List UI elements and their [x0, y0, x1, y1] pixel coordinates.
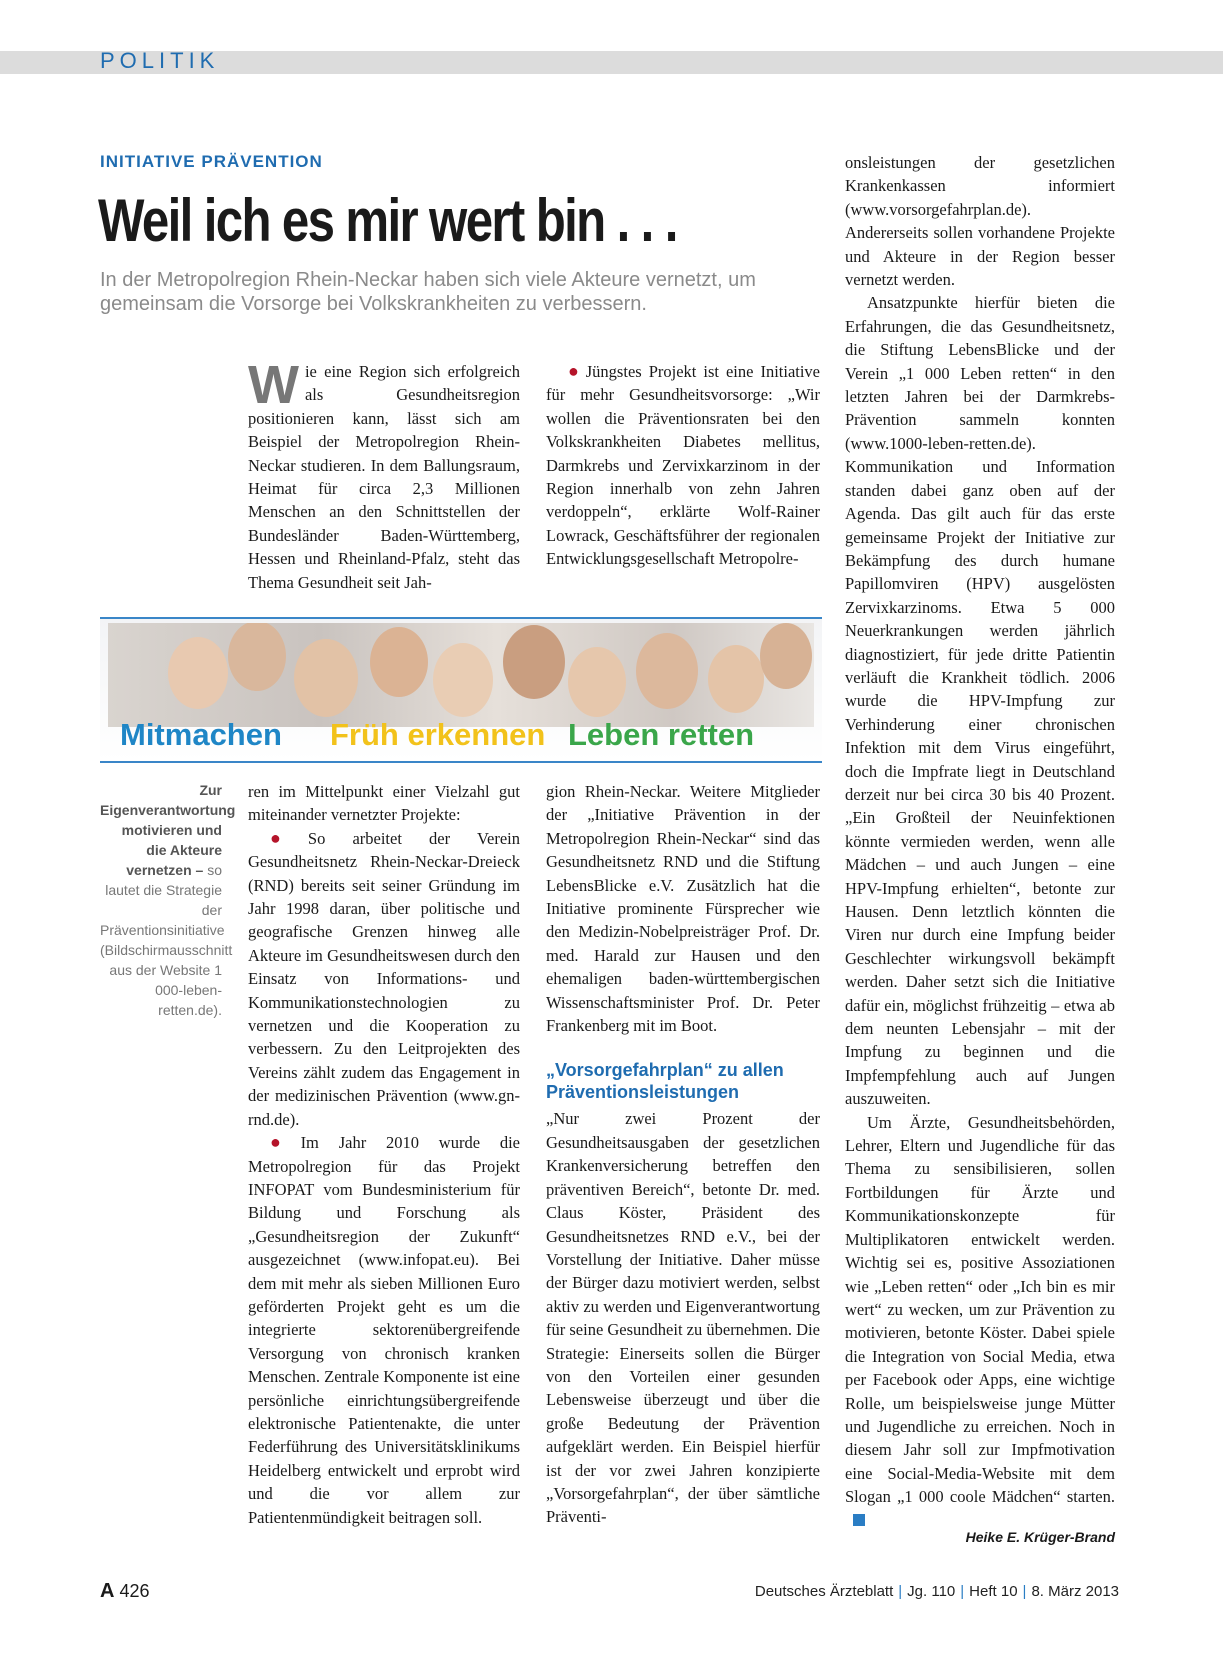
column-1-bottom — [248, 780, 520, 1529]
bullet-icon: ● — [270, 827, 304, 848]
col3-paragraph-1: onsleistungen der gesetzlichen Krankenkassen informiert (www.vorsorgefahrplan.de). Andererseits sollen vorhandene Projekte und Akteure in der Region besser vernetzt werden. — [845, 153, 1115, 290]
end-mark-icon — [853, 1514, 865, 1526]
section-label: POLITIK — [100, 48, 220, 73]
column-2-bottom — [546, 780, 820, 1529]
separator: | — [960, 1583, 965, 1600]
journal-date: 8. März 2013 — [1031, 1583, 1119, 1600]
page-number — [100, 1580, 150, 1603]
journal-info — [755, 1583, 1119, 1600]
page-prefix: A — [100, 1580, 115, 1602]
slogan-leben-retten: Leben retten — [568, 717, 755, 752]
bullet-icon: ● — [568, 361, 582, 381]
journal-name: Deutsches Ärzteblatt — [754, 1583, 894, 1600]
column-3 — [845, 151, 1115, 1532]
col1-paragraph: ren im Mittelpunkt einer Vielzahl gut miteinander vernetzter Projekte: — [248, 782, 520, 825]
caption-text: so lautet die Strategie der Präventionsinitiative (Bildschirmausschnitt aus der Website 1 000-leben-retten.de). — [100, 862, 233, 1018]
column-1-top — [248, 355, 520, 594]
article-kicker: INITIATIVE PRÄVENTION — [100, 152, 323, 171]
caption-lead: Zur Eigenverantwortung motivieren und die Akteure vernetzen – — [100, 782, 236, 878]
col2-paragraph-2: „Nur zwei Prozent der Gesundheitsausgaben der gesetzlichen Krankenversicherung betreffen den präventiven Bereich“, betonte Dr. med. Claus Köster, Präsident des Gesundheitsnetzes RND e.V., bei der Vorstellung der Initiative. Daher müsse der Bürger dazu motiviert werden, selbst aktiv zu werden und Eigenverantwortung für seine Gesundheit zu übernehmen. Die Strategie: Einerseits sollen die Bürger von den Vorteilen einer gesunden Lebensweise überzeugt und über die große Bedeutung der Prävention aufgeklärt werden. Ein Beispiel hierfür ist der vor zwei Jahren konzipierte „Vorsorgefahrplan“, der über sämtliche Präventi- — [546, 1109, 820, 1527]
separator: | — [1022, 1583, 1027, 1600]
campaign-banner — [100, 617, 822, 763]
subheading: „Vorsorgefahrplan“ zu allen Präventionsleistungen — [546, 1060, 784, 1103]
bullet-infopat: Im Jahr 2010 wurde die Metropolregion für das Projekt INFOPAT vom Bundesministerium für Bildung und Forschung als „Gesundheitsregion der Zukunft“ ausgezeichnet (www.infopat.eu). Bei dem mit mehr als sieben Millionen Euro geförderten Projekt geht es um die integrierte sektorenübergreifende Versorgung von chronisch kranken Menschen. Zentrale Komponente ist eine persönliche einrichtungsübergreifende elektronische Patientenakte, die unter Federführung des Universitätsklinikums Heidelberg entwickelt und erprobt wird und die vor allem zur Patientenmündigkeit beitragen soll. — [248, 1133, 520, 1527]
col2-paragraph: gion Rhein-Neckar. Weitere Mitglieder der „Initiative Prävention in der Metropolregion Rhein-Neckar“ sind das Gesundheitsnetz RND und die Stiftung LebensBlicke e.V. Zusätzlich hat die Initiative prominente Fürsprecher wie den Medizin-Nobelpreisträger Prof. Dr. med. Harald zur Hausen und den ehemaligen baden-württembergischen Wissenschaftsminister Prof. Dr. Peter Frankenberg mit im Boot. — [546, 782, 820, 1036]
intro-text: ie eine Region sich erfolgreich als Gesundheitsregion positionieren kann, lässt sich am Beispiel der Metropolregion Rhein-Neckar studieren. In dem Ballungsraum, Heimat für circa 2,3 Millionen Menschen an den Schnittstellen der Bundesländer Baden-Württemberg, Hessen und Rheinland-Pfalz, steht das Thema Gesundheit seit Jah- — [248, 362, 520, 592]
column-2-top — [546, 360, 820, 571]
bullet-icon: ● — [270, 1132, 297, 1153]
journal-issue: Heft 10 — [969, 1583, 1018, 1600]
article-subhead: In der Metropolregion Rhein-Neckar haben sich viele Akteure vernetzt, um gemeinsam die Vorsorge bei Volkskrankheiten zu verbessern. — [100, 269, 756, 315]
group-photo — [108, 623, 814, 727]
journal-volume: Jg. 110 — [907, 1583, 956, 1600]
drop-cap: W — [248, 355, 299, 415]
page-number-value: 426 — [119, 1581, 150, 1601]
slogan-row — [120, 715, 810, 759]
bullet-rnd: So arbeitet der Verein Gesundheitsnetz Rhein-Neckar-Dreieck (RND) bereits seit seiner Gründung im Jahr 1998 daran, über politische und geografische Grenzen hinweg alle Akteure im Gesundheitswesen durch den Einsatz von Informations- und Kommunikationstechnologien zu vernetzen und die Kooperation zu verbessern. Zu den Leitprojekten des Vereins zählt zudem das Engagement in der medizinischen Prävention (www.gn-rnd.de). — [248, 828, 521, 1129]
col3-paragraph-3: Um Ärzte, Gesundheitsbehörden, Lehrer, Eltern und Jugendliche für das Thema zu sensibilisieren, sollen Fortbildungen für Ärzte und Kommunikationskonzepte für Multiplikatoren entwickelt werden. Wichtig sei es, positive Assoziationen wie „Leben retten“ oder „Ich bin es mir wert“ zu wecken, um zur Prävention zu motivieren, betonte Köster. Dabei spiele die Integration von Social Media, etwa per Facebook oder Apps, eine wichtige Rolle, um beispielsweise junge Mütter und Jugendliche zu erreichen. Noch in diesem Jahr soll zur Impfmotivation eine Social-Media-Website mit dem Slogan „1 000 coole Mädchen“ starten. — [845, 1112, 1115, 1507]
author-byline: Heike E. Krüger-Brand — [965, 1529, 1115, 1545]
separator: | — [898, 1583, 903, 1600]
slogan-mitmachen: Mitmachen — [120, 717, 282, 752]
project-text: Jüngstes Projekt ist eine Initiative für mehr Gesundheitsvorsorge: „Wir wollen die Präventionsraten bei den Volkskrankheiten Diabetes mellitus, Darmkrebs und Zervixkarzinom in der Region innerhalb von zehn Jahren verdoppeln“, erklärte Wolf-Rainer Lowrack, Geschäftsführer der regionalen Entwicklungsgesellschaft Metropolre- — [546, 362, 821, 569]
image-caption — [100, 780, 236, 1020]
col3-paragraph-2: Ansatzpunkte hierfür bieten die Erfahrungen, die das Gesundheitsnetz, die Stiftung LebensBlicke und der Verein „1 000 Leben retten“ in den letzten Jahren bei der Darmkrebs-Prävention sammeln konnten (www.1000-leben-retten.de). Kommunikation und Information standen dabei ganz oben auf der Agenda. Das gilt auch für das erste gemeinsame Projekt der Initiative zur Bekämpfung des durch humane Papillomviren (HPV) ausgelösten Zervixkarzinoms. Etwa 5 000 Neuerkrankungen werden jährlich diagnostiziert, für jede dritte Patientin verläuft die Krankheit tödlich. 2006 wurde die HPV-Impfung zur Verhinderung einer chronischen Infektion mit dem Virus eingeführt, doch die Impfrate liegt in Deutschland derzeit nur bei circa 30 bis 40 Prozent. „Ein Großteil der Neuinfektionen könnte vermieden werden, wenn alle Mädchen – und auch Jungen – eine HPV-Impfung erhielten“, betonte zur Hausen. Denn letztlich könnten die Viren nur durch eine Impfung beider Geschlechter wirkungsvoll bekämpft werden. Daher setzt sich die Initiative dafür ein, möglichst frühzeitig – etwa ab dem neunten Lebensjahr – mit der Impfung zu beginnen und die Impfempfehlung auch auf Jungen auszuweiten. — [845, 293, 1115, 1109]
slogan-frueh-erkennen: Früh erkennen — [330, 717, 546, 752]
article-headline: Weil ich es mir wert bin . . . — [98, 187, 677, 254]
